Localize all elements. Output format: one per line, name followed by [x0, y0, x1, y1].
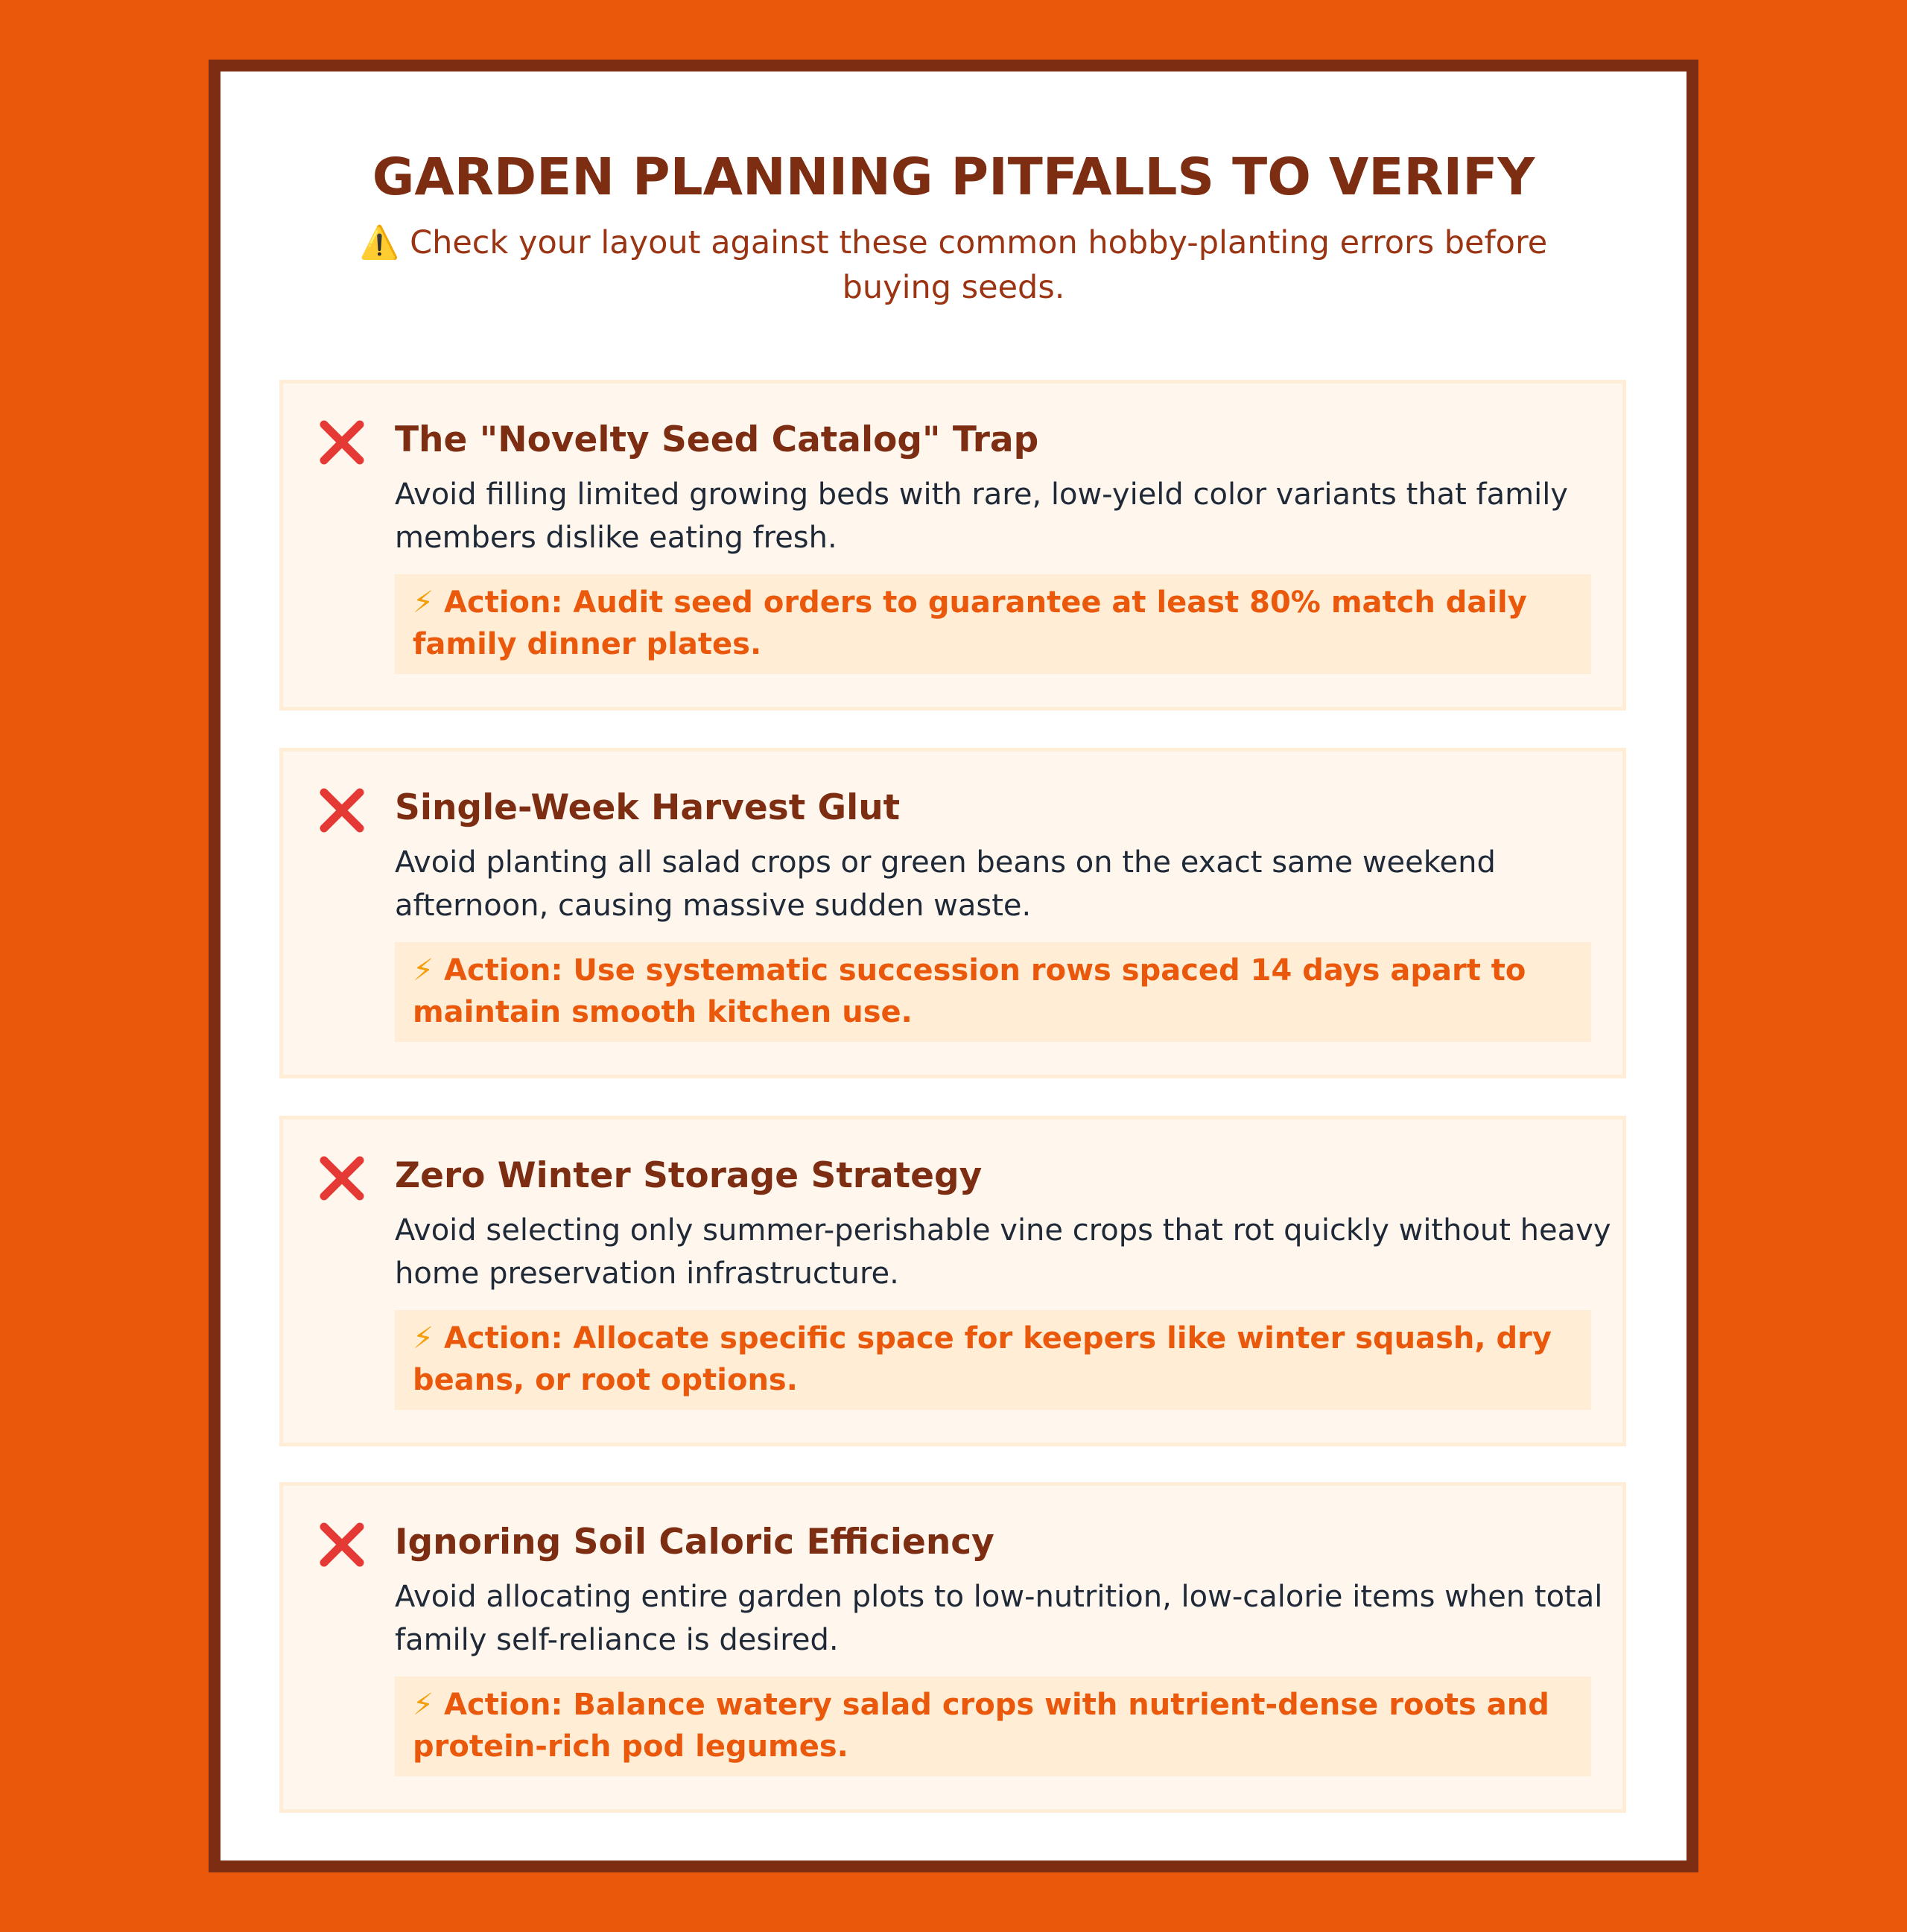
action-text: Action: Use systematic succession rows spaced 14 days apart to maintain smooth kitchen use. — [413, 953, 1526, 1029]
cross-mark-icon — [317, 1519, 367, 1570]
page-title: GARDEN PLANNING PITFALLS TO VERIFY — [372, 147, 1535, 207]
pitfall-title: Zero Winter Storage Strategy — [395, 1155, 983, 1196]
pitfall-action — [395, 574, 1591, 674]
pitfall-action — [395, 1310, 1591, 1410]
warning-icon: ⚠️ — [359, 224, 400, 261]
lightning-icon: ⚡ — [413, 1321, 434, 1356]
pitfall-item-winter-storage — [279, 1116, 1626, 1446]
cross-mark-icon — [317, 785, 367, 836]
page-subtitle — [310, 220, 1597, 310]
pitfall-title: Single-Week Harvest Glut — [395, 787, 901, 828]
action-text: Action: Audit seed orders to guarantee at least 80% match daily family dinner plates. — [413, 585, 1527, 661]
action-text: Action: Allocate specific space for keepers like winter squash, dry beans, or root options. — [413, 1321, 1552, 1397]
pitfall-description: Avoid allocating entire garden plots to low-nutrition, low-calorie items when total family self-reliance is desired. — [395, 1580, 1603, 1657]
pitfall-action — [395, 1677, 1591, 1776]
pitfall-item-harvest-glut — [279, 748, 1626, 1078]
subtitle-text: Check your layout against these common hobby-planting errors before buying seeds. — [410, 224, 1548, 306]
pitfall-item-novelty-seed — [279, 380, 1626, 711]
action-text: Action: Balance watery salad crops with nutrient-dense roots and protein-rich pod legumes. — [413, 1688, 1549, 1764]
lightning-icon: ⚡ — [413, 1688, 434, 1722]
pitfall-title: Ignoring Soil Caloric Efficiency — [395, 1522, 994, 1563]
pitfalls-card — [209, 60, 1698, 1872]
cross-mark-icon — [317, 417, 367, 468]
lightning-icon: ⚡ — [413, 953, 434, 988]
pitfall-description: Avoid filling limited growing beds with rare, low-yield color variants that family members dislike eating fresh. — [395, 477, 1568, 555]
pitfall-title: The "Novelty Seed Catalog" Trap — [395, 419, 1039, 460]
cross-mark-icon — [317, 1153, 367, 1204]
pitfall-description: Avoid planting all salad crops or green beans on the exact same weekend afternoon, causing massive sudden waste. — [395, 845, 1496, 923]
pitfall-action — [395, 942, 1591, 1042]
pitfall-item-caloric-efficiency — [279, 1482, 1626, 1813]
pitfall-description: Avoid selecting only summer-perishable vine crops that rot quickly without heavy home preservation infrastructure. — [395, 1213, 1611, 1291]
lightning-icon: ⚡ — [413, 585, 434, 620]
